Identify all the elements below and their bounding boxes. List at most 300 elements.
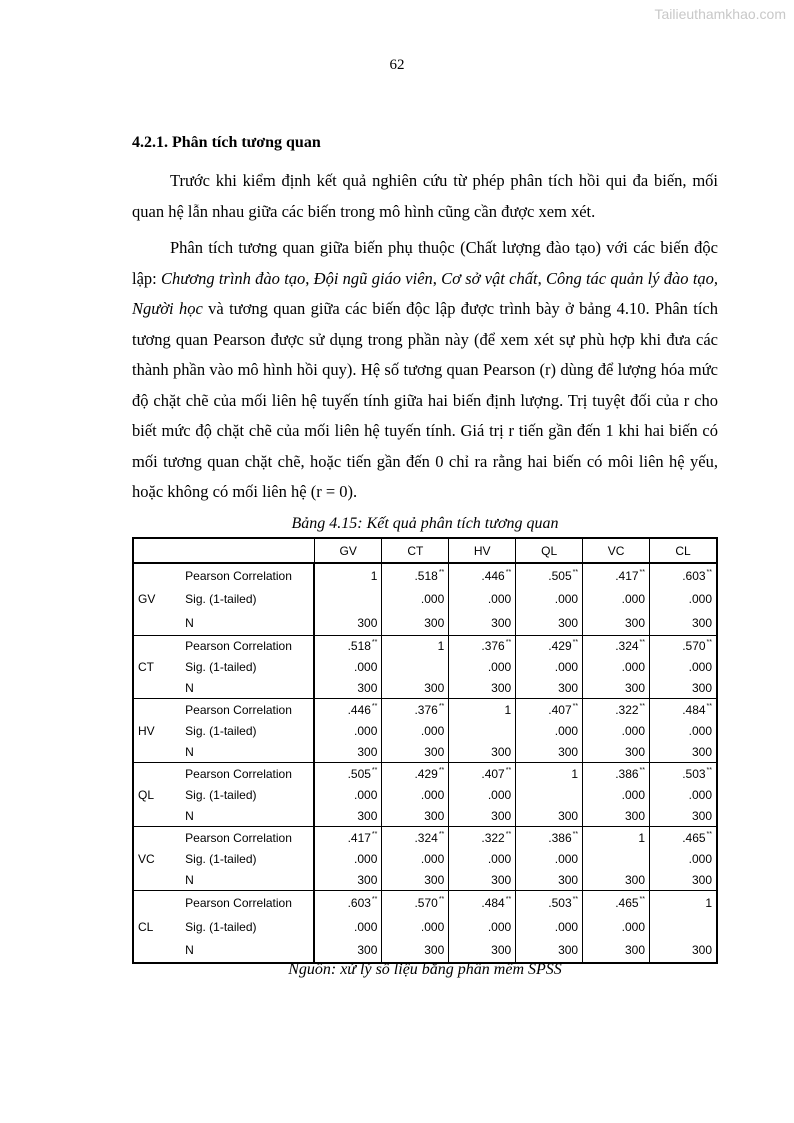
table-source: Nguồn: xử lý số liệu bằng phần mềm SPSS [288,961,562,978]
table-row [133,869,717,890]
table-cell [516,720,583,741]
cell-value: .000 [420,851,445,866]
table-cell [382,720,449,741]
variable-label: CT [138,659,154,674]
cell-value: 300 [624,615,645,630]
significance-marker: ** [438,702,445,710]
table-cell [449,563,516,587]
para-sep: , [432,268,442,288]
table-cell [583,720,650,741]
statistic-label: Sig. (1-tailed) [181,587,314,611]
table-row [133,741,717,762]
significance-marker: ** [639,702,645,710]
table-cell [382,827,449,848]
statistic-label: Pearson Correlation [181,699,314,720]
cell-value: .570 [682,638,706,653]
table-cell [650,699,718,720]
table-cell [516,678,583,699]
significance-marker: ** [706,830,712,838]
table-cell [449,635,516,656]
cell-value: 300 [424,872,445,887]
para-text: Phân tích tương quan giữa biến phụ thuộc (Chất lượng đào tạo) với các biến độc lập: [132,238,718,288]
table-cell [314,587,381,611]
table-row [133,635,717,656]
significance-marker: ** [438,766,445,774]
table-cell [382,891,449,915]
table-cell [650,848,718,869]
statistic-label: Pearson Correlation [181,635,314,656]
statistic-label: N [181,678,314,699]
variable-label [133,939,181,963]
cell-value: 300 [558,808,579,823]
variable-label [133,678,181,699]
variable-group [133,827,717,891]
para-sep: , [537,268,546,288]
table-caption: Bảng 4.15: Kết quả phân tích tương quan [291,515,559,532]
table-cell [516,805,583,826]
cell-value: 1 [504,702,512,717]
cell-value: .429 [548,638,572,653]
variable-group [133,763,717,827]
cell-value: 300 [558,615,579,630]
table-cell [516,915,583,939]
significance-marker: ** [706,638,712,646]
cell-value: .000 [688,851,712,866]
variable-label [133,699,181,720]
table-row [133,656,717,677]
table-cell [650,784,718,805]
table-cell [382,784,449,805]
cell-value: .000 [487,851,512,866]
significance-marker: ** [505,766,512,774]
table-cell [516,611,583,635]
table-cell [314,678,381,699]
table-cell [650,587,718,611]
table-cell [314,784,381,805]
statistic-label: Sig. (1-tailed) [181,656,314,677]
cell-value: 300 [558,872,579,887]
cell-value: 1 [437,638,445,653]
variable-label [133,869,181,890]
cell-value: .000 [621,592,645,606]
table-cell [449,805,516,826]
table-cell [382,587,449,611]
table-cell [314,915,381,939]
table-cell [650,611,718,635]
table-cell [650,915,718,939]
table-cell [583,891,650,915]
statistic-label: N [181,741,314,762]
cell-value: .000 [554,592,579,606]
cell-value: .000 [354,659,378,674]
significance-marker: ** [639,568,645,576]
statistic-label: Pearson Correlation [181,763,314,784]
cell-value: 300 [558,943,579,958]
significance-marker: ** [572,638,579,646]
cell-value: .518 [414,568,438,583]
cell-value: .000 [621,919,645,934]
para-variable: Công tác quản lý đào tạo, Người học [132,268,719,318]
table-cell [516,699,583,720]
cell-value: 1 [571,766,579,781]
cell-value: 300 [624,680,645,695]
variable-label [133,805,181,826]
cell-value: .000 [554,723,579,738]
table-cell [314,563,381,587]
cell-value: 300 [357,808,378,823]
column-header: CT [382,538,449,563]
statistic-label: N [181,939,314,963]
table-cell [650,656,718,677]
variable-group [133,891,717,963]
table-cell [516,635,583,656]
cell-value: .386 [615,766,639,781]
significance-marker: ** [706,702,712,710]
cell-value: .000 [621,659,645,674]
table-cell [449,611,516,635]
table-cell [650,678,718,699]
table-cell [583,741,650,762]
table-row [133,827,717,848]
cell-value: 300 [691,680,712,695]
variable-label [133,827,181,848]
cell-value: .000 [554,919,579,934]
cell-value: .000 [354,919,378,934]
cell-value: 300 [491,943,512,958]
table-cell [583,869,650,890]
table-cell [382,869,449,890]
cell-value: .429 [414,766,438,781]
cell-value: .417 [347,830,371,845]
significance-marker: ** [438,568,445,576]
table-cell [314,827,381,848]
variable-group [133,699,717,763]
variable-label: CL [138,919,154,934]
table-cell [650,827,718,848]
section-heading: 4.2.1. Phân tích tương quan [132,134,321,151]
table-cell [382,656,449,677]
table-cell [516,827,583,848]
significance-marker: ** [438,895,445,903]
table-cell [583,611,650,635]
table-cell [449,763,516,784]
table-cell [650,635,718,656]
significance-marker: ** [371,638,378,646]
table-row [133,939,717,963]
cell-value: 300 [491,808,512,823]
statistic-label: Sig. (1-tailed) [181,848,314,869]
statistic-label: Pearson Correlation [181,563,314,587]
cell-value: .322 [481,830,505,845]
significance-marker: ** [572,895,579,903]
table-cell [449,656,516,677]
cell-value: 300 [357,680,378,695]
cell-value: .000 [621,787,645,802]
table-cell [583,805,650,826]
statistic-label: N [181,611,314,635]
para-variable: Đội ngũ giáo viên [313,268,433,288]
statistic-label: N [181,805,314,826]
cell-value: .000 [420,787,445,802]
table-cell [382,678,449,699]
table-cell [449,784,516,805]
table-cell [650,891,718,915]
table-cell [449,827,516,848]
variable-label [133,611,181,635]
cell-value: .484 [682,702,706,717]
cell-value: .000 [487,592,512,606]
cell-value: .000 [487,919,512,934]
table-cell [382,699,449,720]
table-cell [449,587,516,611]
variable-label: HV [138,723,155,738]
cell-value: .000 [487,787,512,802]
table-cell [449,848,516,869]
table-cell [583,915,650,939]
table-cell [650,741,718,762]
cell-value: .465 [682,830,706,845]
table-cell [516,869,583,890]
significance-marker: ** [639,895,645,903]
cell-value: 300 [357,872,378,887]
table-cell [314,635,381,656]
table-cell [516,939,583,963]
cell-value: .000 [420,592,445,606]
table-cell [583,763,650,784]
table-cell [314,720,381,741]
table-cell [516,563,583,587]
table-cell [314,656,381,677]
paragraph-intro: Trước khi kiểm định kết quả nghiên cứu từ phép phân tích hồi qui đa biến, mối quan hệ lẫn nhau giữa các biến trong mô hình cũng cần được xem xét. [132,171,718,221]
table-cell [314,848,381,869]
cell-value: 300 [424,943,445,958]
significance-marker: ** [639,638,645,646]
table-cell [583,635,650,656]
table-cell [583,784,650,805]
significance-marker: ** [438,830,445,838]
table-cell [583,827,650,848]
cell-value: 300 [491,615,512,630]
table-cell [650,939,718,963]
statistic-label: Sig. (1-tailed) [181,915,314,939]
cell-value: .000 [688,787,712,802]
table-cell [314,891,381,915]
cell-value: .000 [487,659,512,674]
cell-value: .505 [347,766,371,781]
cell-value: 300 [691,808,712,823]
cell-value: .000 [688,592,712,606]
paragraph-method [132,233,718,508]
correlation-table [132,537,718,964]
table-cell [516,656,583,677]
significance-marker: ** [639,766,645,774]
table-cell [314,805,381,826]
cell-value: .376 [414,702,438,717]
table-cell [449,869,516,890]
table-cell [583,848,650,869]
table-row [133,720,717,741]
cell-value: 300 [424,744,445,759]
table-cell [449,891,516,915]
variable-group [133,635,717,699]
cell-value: 300 [624,872,645,887]
header-stub [133,538,314,563]
statistic-label: Sig. (1-tailed) [181,720,314,741]
table-cell [583,563,650,587]
table-row [133,563,717,587]
table-cell [650,563,718,587]
cell-value: 300 [691,744,712,759]
table-cell [382,805,449,826]
cell-value: 1 [705,895,712,910]
variable-label [133,741,181,762]
table-row [133,891,717,915]
table-row [133,848,717,869]
table-cell [314,939,381,963]
cell-value: 300 [357,943,378,958]
cell-value: .386 [548,830,572,845]
variable-label [133,891,181,915]
table-cell [382,611,449,635]
table-cell [650,720,718,741]
cell-value: .324 [615,638,639,653]
table-cell [650,869,718,890]
significance-marker: ** [371,830,378,838]
table-cell [382,939,449,963]
significance-marker: ** [505,638,512,646]
significance-marker: ** [371,702,378,710]
table-cell [449,939,516,963]
table-cell [449,741,516,762]
significance-marker: ** [706,766,712,774]
significance-marker: ** [572,702,579,710]
table-cell [449,678,516,699]
significance-marker: ** [371,766,378,774]
column-header: GV [314,538,381,563]
cell-value: 300 [357,744,378,759]
cell-value: .000 [621,723,645,738]
table-header-row [133,538,717,563]
cell-value: .603 [682,568,706,583]
table-row [133,587,717,611]
table-cell [583,656,650,677]
cell-value: .000 [554,659,579,674]
table-cell [382,915,449,939]
statistic-label: N [181,869,314,890]
table-cell [516,587,583,611]
table-row [133,805,717,826]
table-cell [382,763,449,784]
table-row [133,678,717,699]
table-cell [650,805,718,826]
cell-value: .407 [548,702,572,717]
variable-label [133,635,181,656]
significance-marker: ** [505,568,512,576]
cell-value: .324 [414,830,438,845]
table-cell [516,891,583,915]
cell-value: 300 [491,872,512,887]
cell-value: .570 [414,895,438,910]
table-cell [449,915,516,939]
cell-value: .322 [615,702,639,717]
significance-marker: ** [572,568,579,576]
significance-marker: ** [572,830,579,838]
table-cell [382,635,449,656]
table-cell [382,741,449,762]
cell-value: .407 [481,766,505,781]
column-header: CL [650,538,718,563]
table-cell [583,678,650,699]
cell-value: .465 [615,895,639,910]
cell-value: .000 [554,851,579,866]
table-cell [314,611,381,635]
cell-value: 300 [558,680,579,695]
table-row [133,784,717,805]
significance-marker: ** [505,830,512,838]
cell-value: .000 [354,787,378,802]
variable-group [133,563,717,635]
table-row [133,915,717,939]
significance-marker: ** [371,895,378,903]
page-number: 62 [389,57,405,73]
table-cell [650,763,718,784]
cell-value: 1 [370,568,378,583]
cell-value: .376 [481,638,505,653]
significance-marker: ** [505,895,512,903]
statistic-label: Sig. (1-tailed) [181,784,314,805]
variable-label: VC [138,851,155,866]
cell-value: .000 [354,851,378,866]
statistic-label: Pearson Correlation [181,891,314,915]
table-row [133,611,717,635]
table-cell [314,699,381,720]
cell-value: .505 [548,568,572,583]
table-cell [516,784,583,805]
variable-label [133,763,181,784]
cell-value: .000 [420,723,445,738]
cell-value: 300 [491,744,512,759]
column-header: HV [449,538,516,563]
variable-label: QL [138,787,155,802]
cell-value: 300 [558,744,579,759]
cell-value: .484 [481,895,505,910]
cell-value: .000 [688,659,712,674]
cell-value: 300 [624,744,645,759]
para-variable: Chương trình đào tạo [161,268,306,288]
table-cell [516,848,583,869]
statistic-label: Pearson Correlation [181,827,314,848]
cell-value: 300 [691,943,712,958]
cell-value: 300 [424,680,445,695]
significance-marker: ** [706,568,712,576]
cell-value: .503 [548,895,572,910]
cell-value: .446 [347,702,371,717]
cell-value: 300 [491,680,512,695]
cell-value: .603 [347,895,371,910]
table-row [133,763,717,784]
cell-value: 300 [691,615,712,630]
table-cell [516,741,583,762]
cell-value: 300 [624,808,645,823]
table-cell [314,741,381,762]
table-cell [583,699,650,720]
cell-value: 300 [424,615,445,630]
table-cell [449,720,516,741]
table-cell [583,939,650,963]
table-cell [449,699,516,720]
column-header: VC [583,538,650,563]
cell-value: .000 [354,723,378,738]
